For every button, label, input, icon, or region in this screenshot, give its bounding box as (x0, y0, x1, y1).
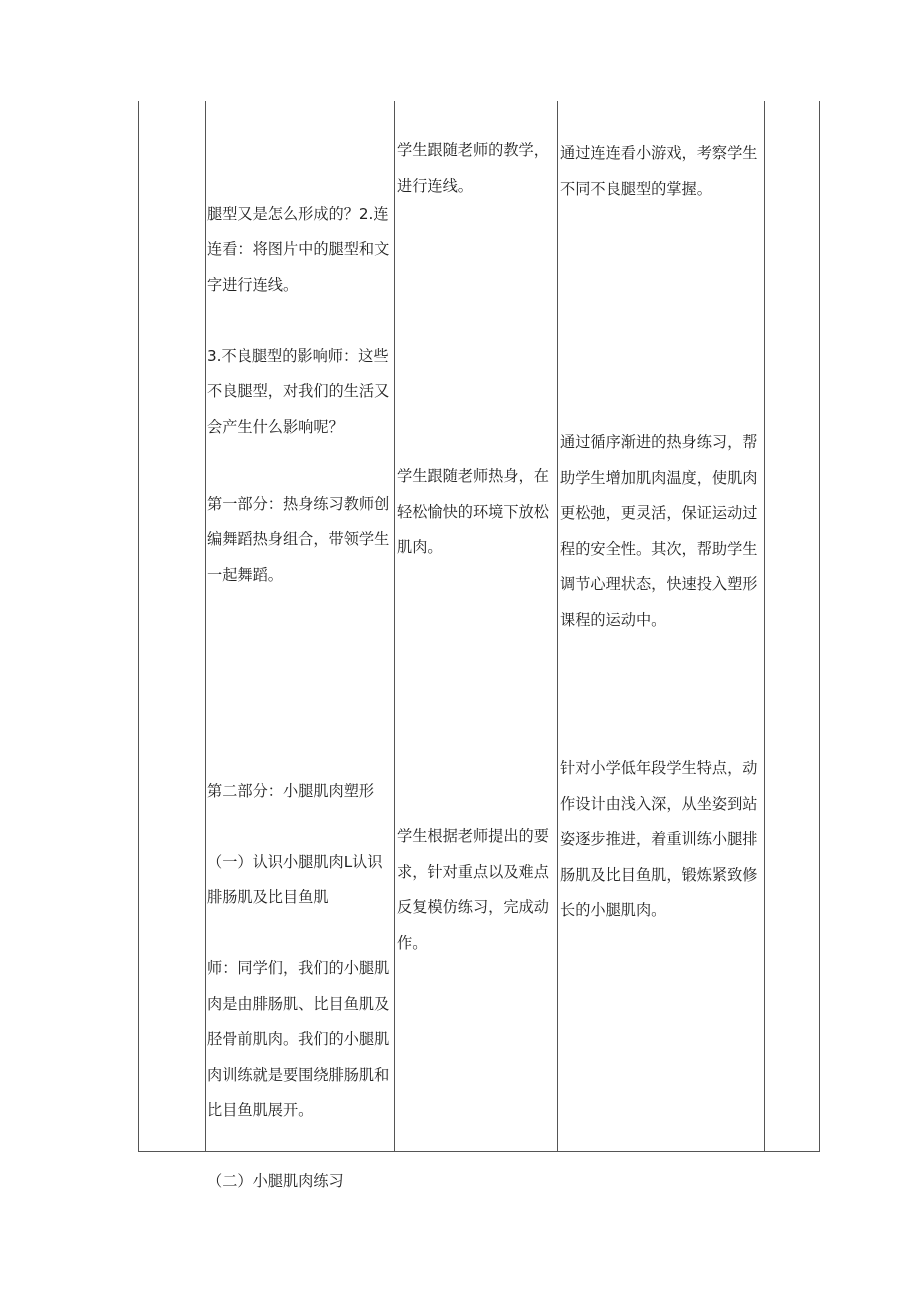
design-purpose-cell: 通过连连看小游戏，考察学生不同不良腿型的掌握。 (560, 144, 758, 198)
column-divider-3 (557, 101, 558, 1152)
design-purpose-cell: 针对小学低年段学生特点，动作设计由浅入深，从坐姿到站姿逐步推进，着重训练小腿排肠肌及比目鱼肌，锻炼紧致修长的小腿肌肉。 (560, 759, 758, 919)
content-paragraph: 3.不良腿型的影响师：这些不良腿型，对我们的生活又会产生什么影响呢？ (207, 346, 390, 436)
content-paragraph: 腿型又是怎么形成的？2.连连看：将图片中的腿型和文字进行连线。 (207, 204, 390, 294)
student-activity-cell: 学生根据老师提出的要求，针对重点以及难点反复模仿练习，完成动作。 (397, 827, 549, 952)
content-paragraph: 第二部分：小腿肌肉塑形 (207, 781, 375, 800)
table-border-right (819, 101, 820, 1152)
student-activity-cell: 学生跟随老师的教学，进行连线。 (397, 141, 549, 195)
column-divider-2 (394, 101, 395, 1152)
teaching-content-cell (207, 738, 393, 1235)
design-purpose-cell: 通过循序渐进的热身练习，帮助学生增加肌肉温度，使肌肉更松弛，更灵活，保证运动过程的安全性。其次，帮助学生调节心理状态，快速投入塑形课程的运动中。 (560, 433, 758, 629)
content-paragraph: （二）小腿肌肉练习 (207, 1172, 344, 1190)
content-paragraph: 师：同学们，我们的小腿肌肉是由腓肠肌、比目鱼肌及胫骨前肌肉。我们的小腿肌肉训练就是要围绕腓肠肌和比目鱼肌展开。 (207, 959, 390, 1119)
table-border-left (138, 101, 139, 1152)
column-divider-1 (205, 101, 206, 1152)
student-activity-cell: 学生跟随老师热身，在轻松愉快的环境下放松肌肉。 (397, 467, 549, 556)
column-divider-4 (764, 101, 765, 1152)
content-paragraph: （一）认识小腿肌肉L认识腓肠肌及比目鱼肌 (207, 852, 383, 906)
teaching-content-cell (207, 161, 393, 481)
content-paragraph: 第一部分：热身练习教师创编舞蹈热身组合，带领学生一起舞蹈。 (207, 494, 390, 584)
teaching-content-cell (207, 451, 393, 629)
